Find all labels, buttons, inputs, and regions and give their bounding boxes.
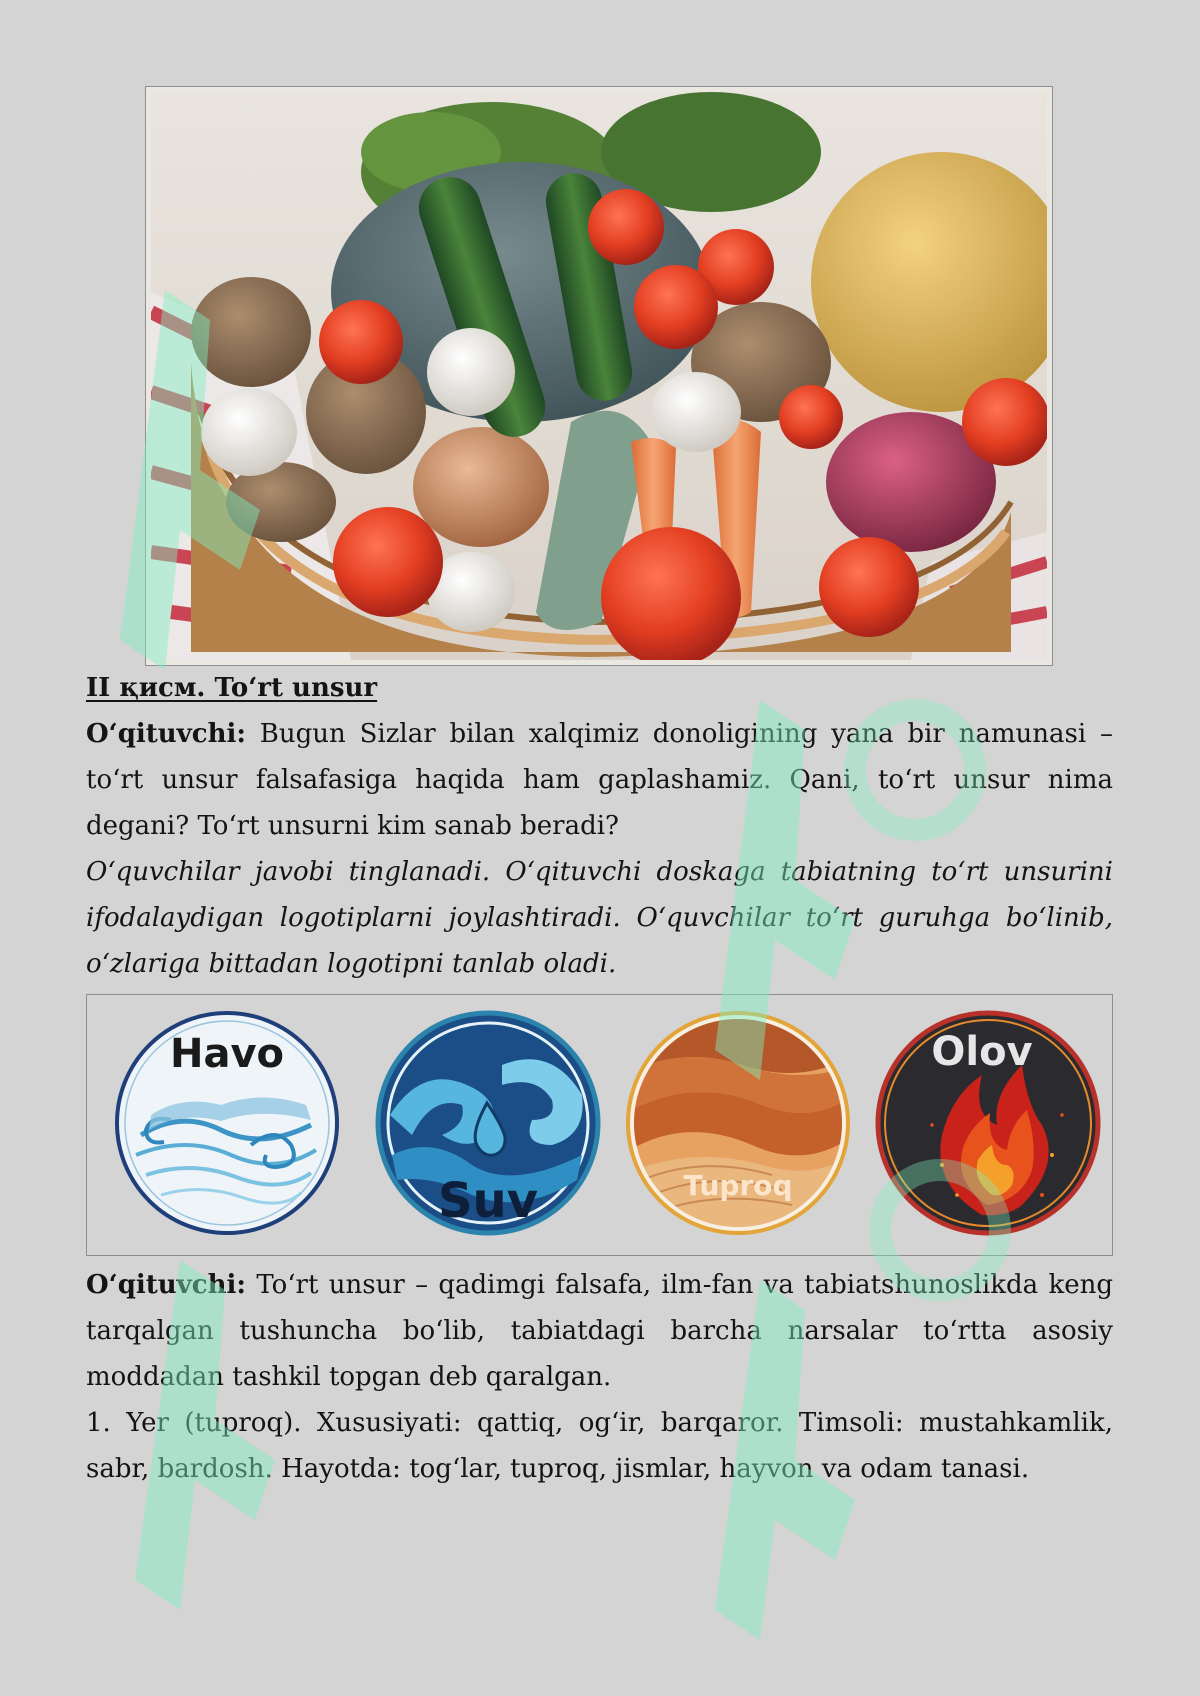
emblem-suv bbox=[372, 1005, 604, 1241]
emblem-label: Havo bbox=[169, 1031, 285, 1077]
elements-emblems-panel bbox=[86, 994, 1113, 1256]
teacher-paragraph-2 bbox=[86, 1262, 1113, 1400]
emblem-label: Olov bbox=[931, 1029, 1033, 1075]
vegetable-basket-photo-icon bbox=[151, 92, 1047, 660]
emblem-label: Tuproq bbox=[683, 1169, 793, 1202]
emblem-tuproq bbox=[622, 1005, 854, 1241]
emblem-havo bbox=[111, 1005, 343, 1241]
instruction-paragraph bbox=[86, 849, 1113, 987]
earth-element-paragraph bbox=[86, 1400, 1113, 1492]
paragraph-text: 1. Yer (tuproq). Xususiyati: qattiq, og‘ir, barqaror. Timsoli: mustahkamlik, sabr, bardosh. Hayotda: tog‘lar, tuproq, jismlar, hayvon va odam tanasi. bbox=[86, 1408, 1113, 1484]
speaker-label: O‘qituvchi: bbox=[86, 1270, 246, 1300]
instruction-text: O‘quvchilar javobi tinglanadi. O‘qituvchi doskaga tabiatning to‘rt unsurini ifodalaydigan logotiplarni joylashtiradi. O‘quvchilar to‘rt guruhga bo‘linib, o‘zlariga bittadan logotipni tanlab oladi. bbox=[86, 857, 1113, 979]
emblem-label: Suv bbox=[437, 1173, 539, 1229]
teacher-paragraph-1 bbox=[86, 711, 1113, 849]
speaker-label: O‘qituvchi: bbox=[86, 719, 246, 749]
vegetable-basket-photo bbox=[145, 86, 1053, 666]
paragraph-text: Bugun Sizlar bilan xalqimiz donoligining yana bir namunasi – to‘rt unsur falsafasiga haqida ham gaplashamiz. Qani, to‘rt unsur nima degani? To‘rt unsurni kim sanab beradi? bbox=[86, 719, 1113, 841]
section-heading: II қисм. To‘rt unsur bbox=[86, 673, 378, 703]
fire-flame-icon bbox=[872, 1005, 1104, 1241]
air-wind-icon bbox=[111, 1005, 343, 1241]
earth-dune-icon bbox=[622, 1005, 854, 1241]
water-wave-icon bbox=[372, 1005, 604, 1241]
emblem-olov bbox=[872, 1005, 1104, 1241]
paragraph-text: To‘rt unsur – qadimgi falsafa, ilm-fan va tabiatshunoslikda keng tarqalgan tushuncha bo‘lib, tabiatdagi barcha narsalar to‘rtta asosiy moddadan tashkil topgan deb qaralgan. bbox=[86, 1270, 1113, 1392]
